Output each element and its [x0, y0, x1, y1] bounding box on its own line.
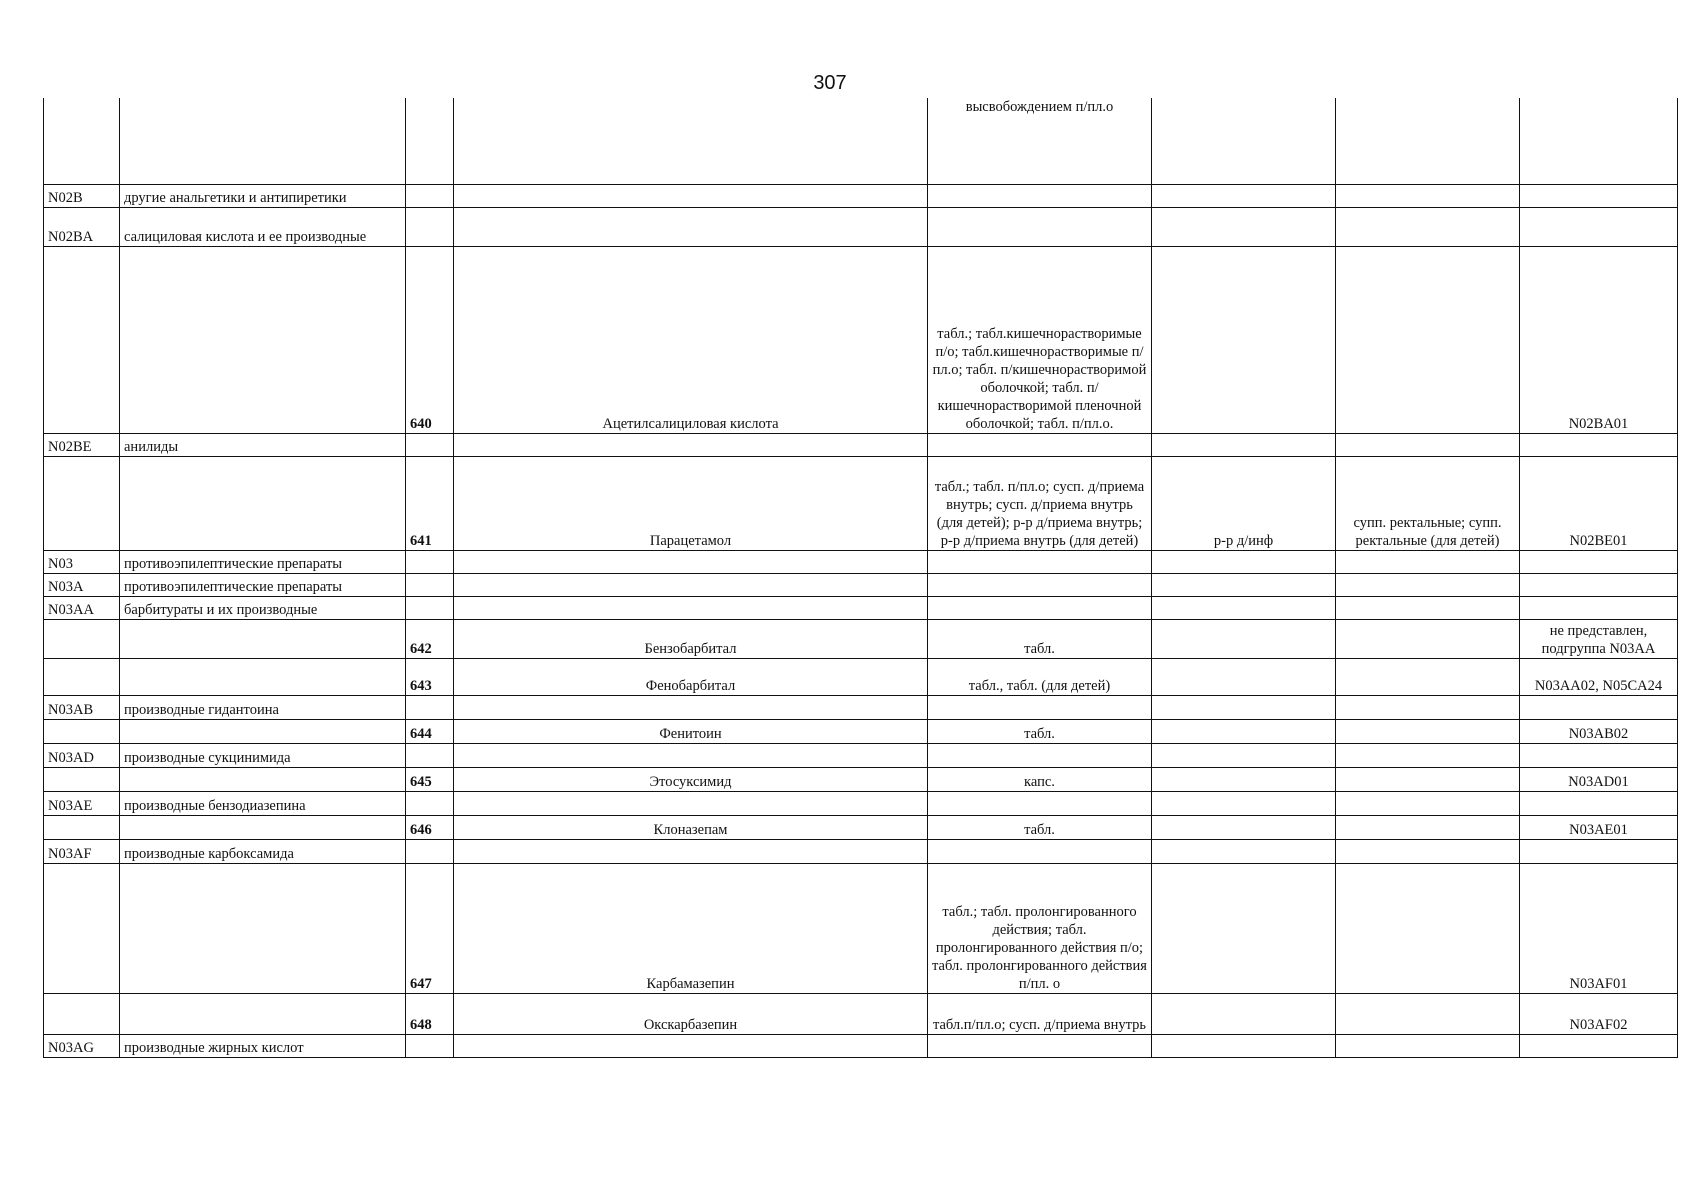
drug-name-cell: Ацетилсалициловая кислота [454, 246, 928, 433]
dosage-form-cell: табл.п/пл.о; сусп. д/приема внутрь [928, 993, 1152, 1034]
code-cell [44, 658, 120, 695]
injection-form-cell [1152, 993, 1336, 1034]
continuation-row [44, 98, 1678, 184]
other-form-cell [1336, 596, 1520, 619]
dosage-form-cell [928, 184, 1152, 207]
drug-name-cell: Карбамазепин [454, 863, 928, 993]
code-cell: N03AF [44, 839, 120, 863]
number-cell [406, 184, 454, 207]
dosage-form-cell [928, 743, 1152, 767]
dosage-form-cell [928, 433, 1152, 456]
page-number: 307 [813, 72, 847, 94]
code-cell: N03AE [44, 791, 120, 815]
code-cell: N03AA [44, 596, 120, 619]
other-form-cell [1336, 98, 1520, 184]
group-cell: противоэпилептические препараты [120, 573, 406, 596]
code-cell: N03AG [44, 1034, 120, 1057]
number-cell: 647 [406, 863, 454, 993]
injection-form-cell [1152, 550, 1336, 573]
other-form-cell [1336, 207, 1520, 246]
atc-code-cell [1520, 550, 1678, 573]
number-cell: 645 [406, 767, 454, 791]
group-row [44, 596, 1678, 619]
number-cell: 648 [406, 993, 454, 1034]
code-cell [44, 246, 120, 433]
number-cell [406, 791, 454, 815]
drug-name-cell [454, 433, 928, 456]
atc-code-cell [1520, 743, 1678, 767]
group-cell [120, 719, 406, 743]
code-cell [44, 863, 120, 993]
drug-name-cell: Окскарбазепин [454, 993, 928, 1034]
number-cell: 641 [406, 456, 454, 550]
group-cell [120, 246, 406, 433]
drug-row [44, 815, 1678, 839]
dosage-form-cell: табл.; табл. п/пл.о; сусп. д/приема внутрь; сусп. д/приема внутрь (для детей); р-р д/приема внутрь; р-р д/приема внутрь (для детей) [928, 456, 1152, 550]
code-cell [44, 767, 120, 791]
group-cell [120, 619, 406, 658]
drug-row [44, 246, 1678, 433]
group-cell: салициловая кислота и ее производные [120, 207, 406, 246]
atc-code-cell: N03AF01 [1520, 863, 1678, 993]
injection-form-cell [1152, 719, 1336, 743]
drug-name-cell: Фенобарбитал [454, 658, 928, 695]
injection-form-cell [1152, 573, 1336, 596]
other-form-cell [1336, 550, 1520, 573]
other-form-cell [1336, 863, 1520, 993]
group-cell [120, 815, 406, 839]
injection-form-cell: р-р д/инф [1152, 456, 1336, 550]
atc-code-cell [1520, 791, 1678, 815]
injection-form-cell [1152, 863, 1336, 993]
other-form-cell [1336, 184, 1520, 207]
drug-name-cell [454, 98, 928, 184]
group-cell: производные гидантоина [120, 695, 406, 719]
drug-row [44, 767, 1678, 791]
atc-code-cell: N03AA02, N05CA24 [1520, 658, 1678, 695]
drug-name-cell: Бензобарбитал [454, 619, 928, 658]
group-cell: другие анальгетики и антипиретики [120, 184, 406, 207]
atc-code-cell [1520, 695, 1678, 719]
other-form-cell [1336, 791, 1520, 815]
number-cell [406, 839, 454, 863]
drug-name-cell: Этосуксимид [454, 767, 928, 791]
dosage-form-cell: табл., табл. (для детей) [928, 658, 1152, 695]
code-cell [44, 815, 120, 839]
atc-code-cell: N02BA01 [1520, 246, 1678, 433]
atc-code-cell: N03AB02 [1520, 719, 1678, 743]
group-row [44, 433, 1678, 456]
group-cell: производные карбоксамида [120, 839, 406, 863]
group-cell [120, 993, 406, 1034]
drug-name-cell [454, 207, 928, 246]
atc-code-cell [1520, 184, 1678, 207]
injection-form-cell [1152, 743, 1336, 767]
group-cell: противоэпилептические препараты [120, 550, 406, 573]
injection-form-cell [1152, 1034, 1336, 1057]
other-form-cell [1336, 815, 1520, 839]
dosage-form-cell [928, 1034, 1152, 1057]
dosage-form-cell: табл.; табл. пролонгированного действия; табл. пролонгированного действия п/о; табл. пролонгированного действия п/пл. о [928, 863, 1152, 993]
group-row [44, 839, 1678, 863]
number-cell: 646 [406, 815, 454, 839]
number-cell [406, 596, 454, 619]
atc-code-cell [1520, 433, 1678, 456]
drug-row [44, 456, 1678, 550]
atc-code-cell [1520, 207, 1678, 246]
injection-form-cell [1152, 658, 1336, 695]
atc-code-cell [1520, 1034, 1678, 1057]
drug-name-cell [454, 550, 928, 573]
drug-name-cell: Парацетамол [454, 456, 928, 550]
injection-form-cell [1152, 184, 1336, 207]
code-cell: N03AB [44, 695, 120, 719]
drug-name-cell [454, 743, 928, 767]
drug-name-cell [454, 791, 928, 815]
code-cell: N02B [44, 184, 120, 207]
other-form-cell [1336, 839, 1520, 863]
drug-name-cell: Клоназепам [454, 815, 928, 839]
group-cell: барбитураты и их производные [120, 596, 406, 619]
code-cell [44, 719, 120, 743]
dosage-form-cell [928, 550, 1152, 573]
dosage-form-cell: табл. [928, 619, 1152, 658]
drug-name-cell [454, 1034, 928, 1057]
code-cell: N02BE [44, 433, 120, 456]
drug-name-cell: Фенитоин [454, 719, 928, 743]
drug-row [44, 993, 1678, 1034]
code-cell [44, 619, 120, 658]
atc-code-cell: N03AF02 [1520, 993, 1678, 1034]
group-row [44, 695, 1678, 719]
drug-name-cell [454, 596, 928, 619]
dosage-form-cell: табл. [928, 815, 1152, 839]
number-cell [406, 98, 454, 184]
drug-name-cell [454, 839, 928, 863]
other-form-cell: супп. ректальные; супп. ректальные (для детей) [1336, 456, 1520, 550]
group-row [44, 573, 1678, 596]
group-cell [120, 456, 406, 550]
drug-row [44, 619, 1678, 658]
number-cell: 640 [406, 246, 454, 433]
group-row [44, 207, 1678, 246]
dosage-form-cell: табл. [928, 719, 1152, 743]
group-row [44, 791, 1678, 815]
injection-form-cell [1152, 433, 1336, 456]
drug-row [44, 719, 1678, 743]
dosage-form-cell: табл.; табл.кишечнорастворимые п/о; табл.кишечнорастворимые п/пл.о; табл. п/кишечнорастворимой оболочкой; табл. п/кишечнорастворимой пленочной оболочкой; табл. п/пл.о. [928, 246, 1152, 433]
injection-form-cell [1152, 791, 1336, 815]
other-form-cell [1336, 573, 1520, 596]
code-cell: N03A [44, 573, 120, 596]
group-row [44, 1034, 1678, 1057]
drug-row [44, 658, 1678, 695]
dosage-form-cell: высвобождением п/пл.о [928, 98, 1152, 184]
group-cell [120, 98, 406, 184]
drug-row [44, 863, 1678, 993]
number-cell [406, 695, 454, 719]
drug-name-cell [454, 184, 928, 207]
other-form-cell [1336, 619, 1520, 658]
injection-form-cell [1152, 246, 1336, 433]
atc-code-cell [1520, 596, 1678, 619]
group-cell: анилиды [120, 433, 406, 456]
other-form-cell [1336, 695, 1520, 719]
injection-form-cell [1152, 815, 1336, 839]
group-row [44, 550, 1678, 573]
group-cell: производные жирных кислот [120, 1034, 406, 1057]
injection-form-cell [1152, 695, 1336, 719]
injection-form-cell [1152, 596, 1336, 619]
group-row [44, 743, 1678, 767]
dosage-form-cell [928, 573, 1152, 596]
drug-name-cell [454, 573, 928, 596]
group-cell [120, 767, 406, 791]
dosage-form-cell [928, 791, 1152, 815]
dosage-form-cell [928, 695, 1152, 719]
number-cell: 643 [406, 658, 454, 695]
code-cell [44, 456, 120, 550]
atc-code-cell: N02BE01 [1520, 456, 1678, 550]
atc-code-cell [1520, 98, 1678, 184]
other-form-cell [1336, 1034, 1520, 1057]
injection-form-cell [1152, 619, 1336, 658]
atc-code-cell [1520, 573, 1678, 596]
number-cell [406, 1034, 454, 1057]
group-cell: производные бензодиазепина [120, 791, 406, 815]
dosage-form-cell [928, 596, 1152, 619]
number-cell [406, 743, 454, 767]
dosage-form-cell [928, 207, 1152, 246]
dosage-form-cell: капс. [928, 767, 1152, 791]
other-form-cell [1336, 246, 1520, 433]
atc-code-cell: N03AD01 [1520, 767, 1678, 791]
other-form-cell [1336, 658, 1520, 695]
injection-form-cell [1152, 839, 1336, 863]
group-cell [120, 658, 406, 695]
number-cell [406, 550, 454, 573]
atc-code-cell: N03AE01 [1520, 815, 1678, 839]
drug-name-cell [454, 695, 928, 719]
group-cell: производные сукцинимида [120, 743, 406, 767]
code-cell: N03AD [44, 743, 120, 767]
other-form-cell [1336, 743, 1520, 767]
number-cell: 644 [406, 719, 454, 743]
number-cell [406, 573, 454, 596]
injection-form-cell [1152, 207, 1336, 246]
drug-table [43, 98, 1678, 1058]
other-form-cell [1336, 993, 1520, 1034]
code-cell: N02BA [44, 207, 120, 246]
number-cell [406, 433, 454, 456]
other-form-cell [1336, 719, 1520, 743]
group-cell [120, 863, 406, 993]
code-cell: N03 [44, 550, 120, 573]
injection-form-cell [1152, 98, 1336, 184]
injection-form-cell [1152, 767, 1336, 791]
code-cell [44, 993, 120, 1034]
atc-code-cell: не представлен, подгруппа N03AA [1520, 619, 1678, 658]
group-row [44, 184, 1678, 207]
dosage-form-cell [928, 839, 1152, 863]
code-cell [44, 98, 120, 184]
number-cell [406, 207, 454, 246]
other-form-cell [1336, 433, 1520, 456]
number-cell: 642 [406, 619, 454, 658]
atc-code-cell [1520, 839, 1678, 863]
other-form-cell [1336, 767, 1520, 791]
